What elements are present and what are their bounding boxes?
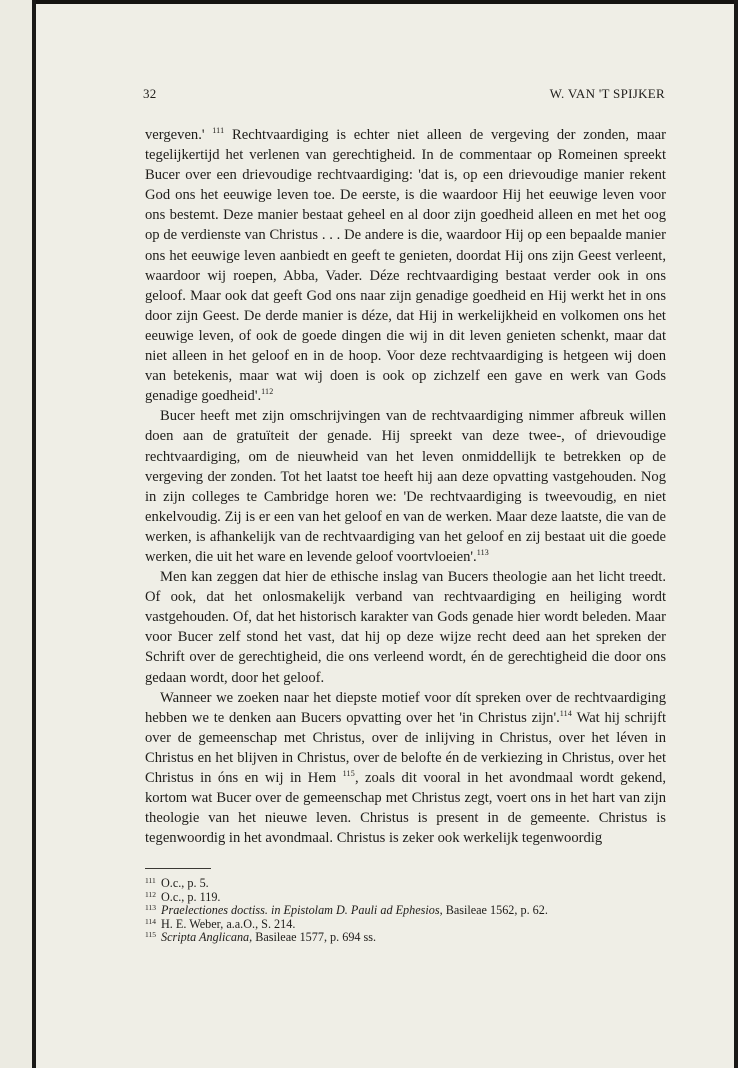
footnote-item: 112 O.c., p. 119.	[145, 889, 221, 904]
page-header	[143, 86, 665, 106]
paragraph-4	[145, 688, 666, 849]
footnotes	[145, 877, 666, 945]
paragraph-2	[145, 406, 666, 567]
footnote-title: Scripta Anglicana,	[161, 930, 253, 945]
text-span: , zoals dit vooral in het avondmaal wordt gekend, kortom wat Bucer over de gemeenschap met Christus zegt, voert ons in het hart van zijn theologie van het nieuwe leven. Christus is present in de gemeente. Christus is tegenwoordig in het avondmaal. Christus is zeker ook werkelijk tegenwoordig	[145, 770, 666, 847]
text-span: Wanneer we zoeken naar het diepste motief voor dít spreken over de rechtvaardiging hebben we te denken aan Bucers opvatting over het 'in Christus zijn'.	[145, 689, 666, 726]
footnote-divider	[145, 868, 211, 869]
footnote-item: 113 Praelectiones doctiss. in Epistolam D. Pauli ad Ephesios, Basileae 1562, p. 62.	[145, 903, 548, 918]
scan-border-right	[734, 0, 738, 1068]
body-text	[145, 125, 666, 848]
paragraph-3	[145, 567, 666, 688]
paragraph-1	[145, 125, 666, 406]
running-head: W. VAN 'T SPIJKER	[549, 86, 665, 101]
text-span: Wat hij schrijft over de gemeenschap met Christus, over de inlijving in Christus, over het léven in Christus en het blijven in Christus, over de belofte én de verkiezing in Christus, over het Christus in óns en wij in Hem	[145, 709, 667, 786]
footnote-ref[interactable]: 111	[212, 126, 225, 135]
footnote-item: 111 O.c., p. 5.	[145, 876, 209, 890]
footnote-item: 114 H. E. Weber, a.a.O., S. 214.	[145, 916, 296, 931]
footnote-item: 115 Scripta Anglicana, Basileae 1577, p. 694 ss.	[145, 930, 377, 945]
footnote-ref[interactable]: 114	[559, 708, 573, 718]
footnote-ref[interactable]: 115	[342, 769, 355, 778]
footnote-text: O.c., p. 119.	[161, 889, 221, 904]
text-span: vergeven.'	[145, 127, 213, 143]
footnote-text: O.c., p. 5.	[161, 876, 209, 890]
footnote-text: Basileae 1577, p. 694 ss.	[252, 930, 377, 945]
page-number: 32	[143, 86, 157, 101]
text-span: Bucer heeft met zijn omschrijvingen van de rechtvaardiging nimmer afbreuk willen doen aan de gratuïteit der genade. Hij spreekt van deze twee-, of drievoudige rechtvaardiging, om de nieuwheid van het leven onmiddellijk te betrekken op de vergeving der zonden. Tot het laatst toe heeft hij aan deze opvatting vastgehouden. Nog in zijn colleges te Cambridge horen we: 'De rechtvaardiging is tweevoudig, en niet enkelvoudig. Zij is er een van het geloof en van de werken. Maar deze laatste, die van de werken, is afhankelijk van de rechtvaardiging van het geloof en zij bestaat uit die goede werken, die uit het ware en levende geloof voortvloeien'.	[145, 408, 666, 565]
footnote-title: Praelectiones doctiss. in Epistolam D. Pauli ad Ephesios,	[161, 903, 443, 918]
text-span: Rechtvaardiging is echter niet alleen de vergeving der zonden, maar tegelijkertijd het verlenen van gerechtigheid. In de commentaar op Romeinen spreekt Bucer over een drievoudige rechtvaardiging: 'dat is, op een drievoudige manier rekent God ons het eeuwige leven toe. De eerste, is die waardoor Hij het eeuwige leven voor ons bestemt. Deze manier bestaat geheel en al door zijn goedheid alleen en met het oog op de verdienste van Christus . . . De andere is die, waardoor Hij op een bepaalde manier ons het eeuwige leven aanbiedt en geeft te genieten, doordat Hij ons zijn Geest verleent, waardoor wij roepen, Abba, Vader. Déze rechtvaardiging bestaat verder ook in ons geloof. Maar ook dat geeft God ons naar zijn genadige goedheid en Hij werkt het in ons door zijn Geest. De derde manier is déze, dat Hij in werkelijkheid en volkomen ons het eeuwige leven, of ook de goede dingen die wij in dit leven genieten schenkt, maar dat niet alleen in het geloof en in de hoop. Voor deze rechtvaardiging is hetgeen wij doen van betekenis, maar wat wij doen is ook op zichzelf een gave en werk van Gods genadige goedheid'.	[145, 127, 666, 405]
footnote-text: Basileae 1562, p. 62.	[442, 903, 548, 918]
footnote-text: H. E. Weber, a.a.O., S. 214.	[161, 916, 296, 931]
footnote-ref[interactable]: 113	[476, 547, 489, 557]
footnote-ref[interactable]: 112	[261, 387, 274, 397]
text-span: Men kan zeggen dat hier de ethische inslag van Bucers theologie aan het licht treedt. Of ook, dat het onlosmakelijk verband van rechtvaardiging en heiliging wordt vastgehouden. Of, dat het historisch karakter van Gods genade hier wordt beleden. Maar voor Bucer zelf stond het vast, dat hij op deze wijze recht deed aan het spreken der Schrift over de gerechtigheid, die ons verleend wordt, én de gerechtigheid die door ons gedaan wordt, door het geloof.	[145, 569, 666, 686]
